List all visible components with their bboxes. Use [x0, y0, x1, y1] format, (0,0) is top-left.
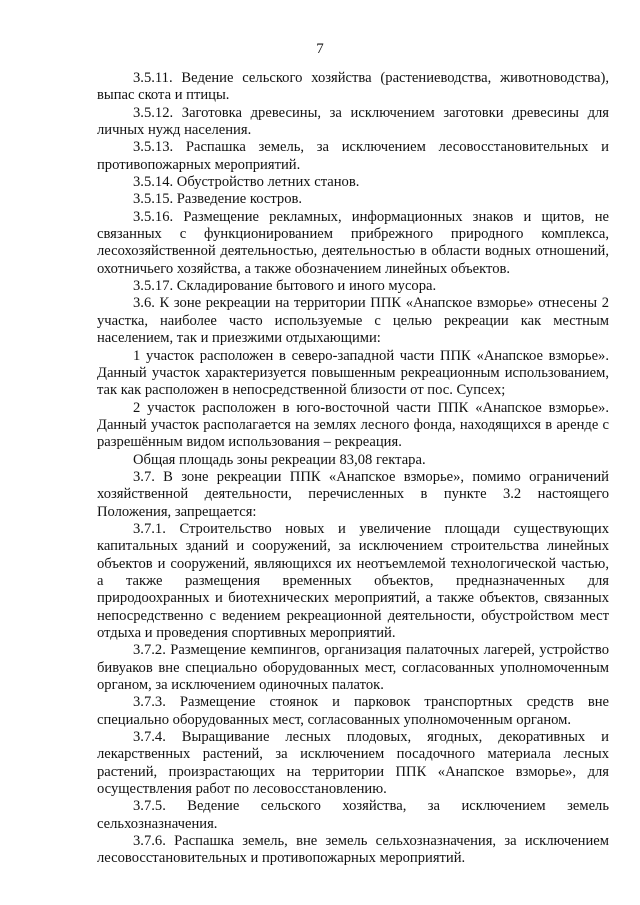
paragraph-3-7-3: 3.7.3. Размещение стоянок и парковок транспортных средств вне специально оборудованных мест, согласованных уполномоченным органом. [97, 694, 609, 728]
paragraph-3-5-16: 3.5.16. Размещение рекламных, информационных знаков и щитов, не связанных с функционированием прибрежного природного комплекса, лесохозяйственной деятельностью, деятельностью в области водных отношений, охотничьего хозяйства, а также обозначением линейных объектов. [97, 208, 609, 277]
paragraph-total-area: Общая площадь зоны рекреации 83,08 гектара. [133, 451, 426, 468]
paragraph-3-7-1: 3.7.1. Строительство новых и увеличение площади существующих капитальных зданий и сооружений, за исключением строительства линейных объектов и сооружений, являющихся их неотъемлемой технологической частью, а также размещения временных объектов, предназначенных для природоохранных и биотехнических мероприятий, а также объектов, связанных непосредственно с ведением рекреационной деятельности, обустройством мест отдыха и проведения спортивных мероприятий. [97, 520, 609, 641]
paragraph-3-7: 3.7. В зоне рекреации ППК «Анапское взморье», помимо ограничений хозяйственной деятельности, перечисленных в пункте 3.2 настоящего Положения, запрещается: [97, 468, 609, 520]
page-number: 7 [316, 41, 324, 57]
document-body [97, 70, 609, 868]
paragraph-3-7-2: 3.7.2. Размещение кемпингов, организация палаточных лагерей, устройство бивуаков вне специально оборудованных мест, согласованных уполномоченным органом, за исключением одиночных палаток. [97, 642, 609, 694]
paragraph-3-5-12: 3.5.12. Заготовка древесины, за исключением заготовки древесины для личных нужд населения. [97, 104, 609, 139]
paragraph-area-1: 1 участок расположен в северо-западной части ППК «Анапское взморье». Данный участок характеризуется повышенным рекреационным использованием, так как расположен в непосредственной близости от пос. Супсех; [97, 347, 609, 399]
paragraph-3-7-6: 3.7.6. Распашка земель, вне земель сельхозназначения, за исключением лесовосстановительных и противопожарных мероприятий. [97, 833, 609, 867]
paragraph-3-5-11: 3.5.11. Ведение сельского хозяйства (растениеводства, животноводства), выпас скота и птицы. [97, 70, 609, 104]
paragraph-3-5-14: 3.5.14. Обустройство летних станов. [133, 174, 360, 191]
paragraph-3-6: 3.6. К зоне рекреации на территории ППК «Анапское взморье» отнесены 2 участка, наиболее часто используемые с целью рекреации как местным населением, так и приезжими отдыхающими: [97, 295, 609, 347]
paragraph-3-5-13: 3.5.13. Распашка земель, за исключением лесовосстановительных и противопожарных мероприятий. [97, 139, 609, 173]
paragraph-3-5-17: 3.5.17. Складирование бытового и иного мусора. [133, 278, 437, 295]
paragraph-area-2: 2 участок расположен в юго-восточной части ППК «Анапское взморье». Данный участок располагается на землях лесного фонда, находящихся в аренде с разрешённым видом использования – рекреация. [97, 399, 609, 451]
paragraph-3-5-15: 3.5.15. Разведение костров. [133, 191, 303, 208]
paragraph-3-7-4: 3.7.4. Выращивание лесных плодовых, ягодных, декоративных и лекарственных растений, за исключением посадочного материала лесных растений, произрастающих на территории ППК «Анапское взморье», для осуществления работ по лесовосстановлению. [97, 729, 609, 798]
paragraph-3-7-5: 3.7.5. Ведение сельского хозяйства, за исключением земель сельхозназначения. [97, 798, 609, 832]
